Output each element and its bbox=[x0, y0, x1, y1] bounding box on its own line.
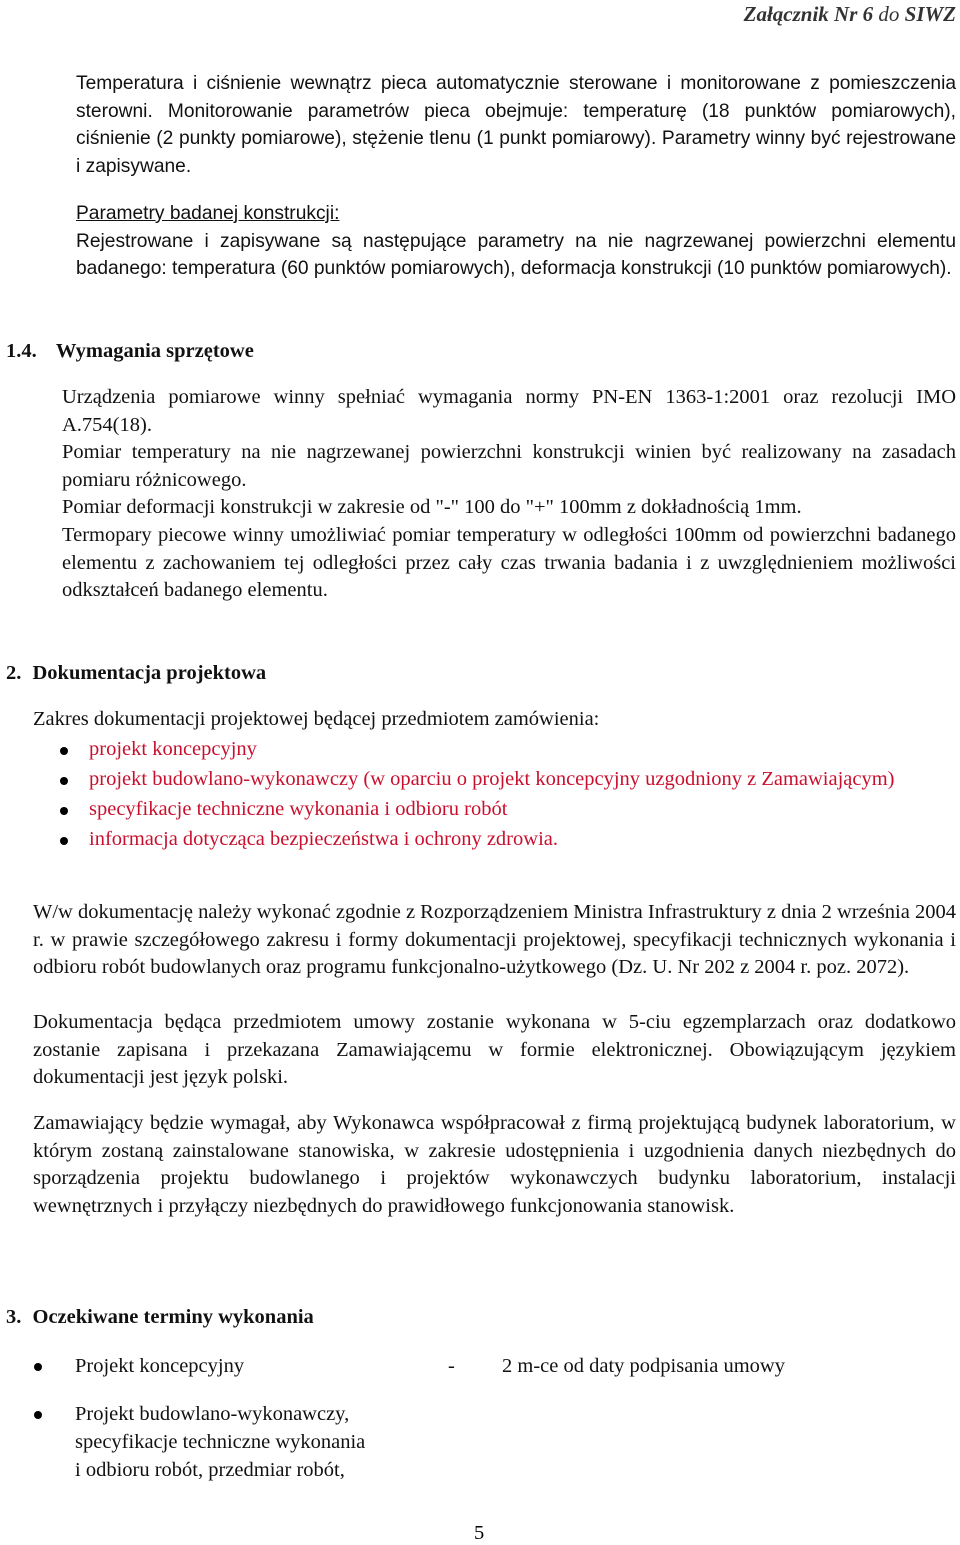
section-1-4-number: 1.4. bbox=[6, 340, 37, 362]
section-1-4-para-1: Urządzenia pomiarowe winny spełniać wymagania normy PN-EN 1363-1:2001 oraz rezolucji IMO A.754(18). bbox=[62, 386, 956, 436]
section-2-para-cooperation: Zamawiający będzie wymagał, aby Wykonawca współpracował z firmą projektującą budynek laboratorium, w którym zostaną zainstalowane stanowiska, w zakresie udostępnienia i uzgodnienia danych niezbędnych do sporządzenia projektu budowlanego i projektów wykonawczych budynku laboratorium, instalacji wewnętrznych i przyłączy niezbędnych do prawidłowego funkcjonowania stanowisk. bbox=[33, 1112, 956, 1217]
section-1-4-para-2: Pomiar temperatury na nie nagrzewanej powierzchni konstrukcji winien być realizowany na zasadach pomiaru różnicowego. bbox=[62, 441, 956, 491]
list-item-text: informacja dotycząca bezpieczeństwa i ochrony zdrowia. bbox=[89, 828, 558, 851]
term-2-line-3: i odbioru robót, przedmiar robót, bbox=[75, 1459, 345, 1481]
bullet-icon bbox=[60, 777, 68, 785]
list-item-text: specyfikacje techniczne wykonania i odbioru robót bbox=[89, 798, 508, 821]
section-2-title: Dokumentacja projektowa bbox=[32, 662, 267, 684]
section-3-heading bbox=[6, 1306, 314, 1329]
bullet-icon bbox=[60, 807, 68, 815]
section-1-4-heading bbox=[6, 340, 254, 363]
list-item bbox=[33, 766, 956, 794]
bullet-icon bbox=[60, 747, 68, 755]
section-2-para-regulation: W/w dokumentację należy wykonać zgodnie z Rozporządzeniem Ministra Infrastruktury z dnia 2 września 2004 r. w prawie szczegółowego zakresu i formy dokumentacji projektowej, specyfikacji technicznych wykonania i odbioru robót budowlanych oraz programu funkcjonalno-użytkowego (Dz. U. Nr 202 z 2004 r. poz. 2072). bbox=[33, 901, 956, 979]
section-3-title: Oczekiwane terminy wykonania bbox=[32, 1306, 314, 1328]
term-1-name: Projekt koncepcyjny bbox=[75, 1355, 245, 1377]
header-do: do bbox=[878, 2, 900, 26]
section-1-4-title: Wymagania sprzętowe bbox=[55, 340, 254, 362]
paragraph-furnace-monitoring: Temperatura i ciśnienie wewnątrz pieca automatycznie sterowane i monitorowane z pomieszczenia sterowni. Monitorowanie parametrów pieca obejmuje: temperaturę (18 punktów pomiarowych), ciśnienie (2 punkty pomiarowe), stężenie tlenu (1 punkt pomiarowy). Parametry winny być rejestrowane i zapisywane. bbox=[76, 73, 956, 177]
section-2-intro: Zakres dokumentacji projektowej będącej przedmiotem zamówienia: bbox=[33, 708, 600, 730]
header-annex-label: Załącznik Nr 6 bbox=[743, 2, 874, 26]
term-1-dash: - bbox=[448, 1355, 455, 1377]
header-siwz: SIWZ bbox=[904, 2, 956, 26]
section-1-4-para-4: Termopary piecowe winny umożliwiać pomiar temperatury w odległości 100mm od powierzchni badanego elementu z zachowaniem tej odległości przez cały czas trwania badania i z uwzględnieniem możliwości odkształceń badanego elementu. bbox=[62, 524, 956, 602]
section-1-4-para-3: Pomiar deformacji konstrukcji w zakresie od "-" 100 do "+" 100mm z dokładnością 1mm. bbox=[62, 496, 802, 518]
list-item bbox=[33, 826, 956, 854]
bullet-icon bbox=[34, 1411, 42, 1419]
term-2-line-1: Projekt budowlano-wykonawczy, bbox=[75, 1403, 350, 1425]
list-item-text: projekt budowlano-wykonawczy (w oparciu o projekt koncepcyjny uzgodniony z Zamawiającym) bbox=[89, 768, 895, 791]
section-2-number: 2. bbox=[6, 662, 22, 684]
list-item bbox=[33, 796, 956, 824]
section-2-para-copies: Dokumentacja będąca przedmiotem umowy zostanie wykonana w 5-ciu egzemplarzach oraz dodatkowo zostanie zapisana i przekazana Zamawiającemu w formie elektronicznej. Obowiązującym językiem dokumentacji jest język polski. bbox=[33, 1011, 956, 1089]
paragraph-construction-parameters bbox=[76, 200, 956, 283]
page-number: 5 bbox=[474, 1522, 485, 1544]
bullet-icon bbox=[60, 837, 68, 845]
list-item-text: projekt koncepcyjny bbox=[89, 738, 257, 760]
section-3-number: 3. bbox=[6, 1306, 22, 1328]
term-1-value: 2 m-ce od daty podpisania umowy bbox=[502, 1355, 785, 1377]
documentation-scope-list bbox=[33, 736, 956, 856]
construction-parameters-title: Parametry badanej konstrukcji: bbox=[76, 203, 340, 224]
construction-parameters-text: Rejestrowane i zapisywane są następujące parametry na nie nagrzewanej powierzchni elementu badanego: temperatura (60 punktów pomiarowych), deformacja konstrukcji (10 punktów pomiarowych). bbox=[76, 230, 956, 280]
section-2-heading bbox=[6, 662, 266, 685]
term-2-line-2: specyfikacje techniczne wykonania bbox=[75, 1431, 366, 1453]
list-item bbox=[33, 736, 956, 764]
page-header bbox=[744, 2, 956, 27]
bullet-icon bbox=[34, 1363, 42, 1371]
